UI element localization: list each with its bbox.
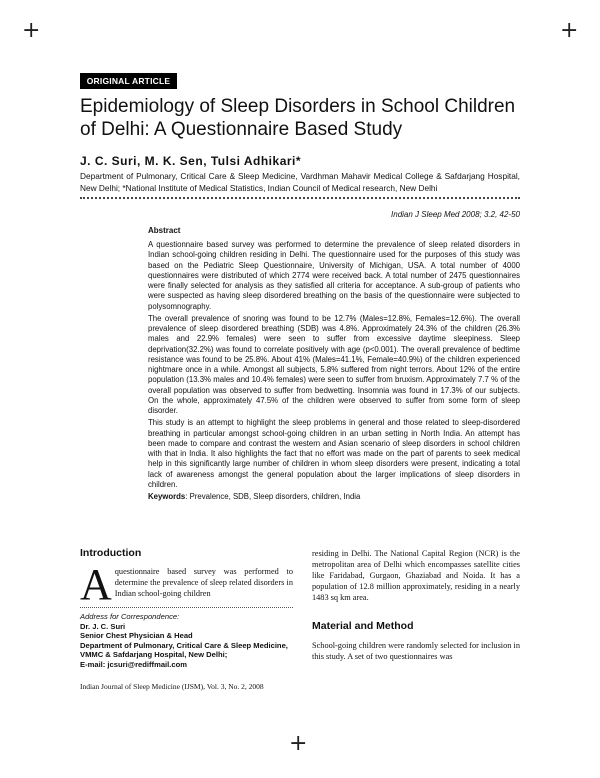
correspondence-block [80, 612, 293, 669]
introduction-text [80, 560, 293, 609]
keywords [148, 492, 520, 502]
article-title: Epidemiology of Sleep Disorders in School Children of Delhi: A Questionnaire Based Study [80, 96, 516, 140]
separator-dots [80, 197, 520, 199]
correspondence-email: E-mail: jcsuri@rediffmail.com [80, 659, 187, 669]
method-text: School-going children were randomly selected for inclusion in this study. A set of two questionnaires was [312, 641, 520, 661]
abstract-paragraph: The overall prevalence of snoring was found to be 12.7% (Males=12.8%, Females=12.6%). The overall prevalence of sleep disordered breathing (SDB) was 4.8%. Approximately 24.3% of the children (26.3% males and 22.9% females) were seen to suffer from excessive daytime sleepiness. Sleep deprivation(32.2%) was found to correlate positively with age (p<0.001). The overall prevalence of bedtime resistance was found to be 25.8%. About 41% (Males=41.1%, Female=40.9%) of the children experienced nightmare once in a while. Amongst all subjects, 5.8% suffered from night terrors. About 12% of the entire population (13.3% males and 10.4% females) were seen to suffer from bruxism. Approximately 7.7 % of the overall population was observed to suffer from bedwetting. Insomnia was found in 17.3% of our subjects. On the whole, approximately 47.5% of the children were observed to suffer from some form of sleep disorder. [148, 313, 520, 415]
abstract-heading: Abstract [148, 226, 181, 235]
journal-citation: Indian J Sleep Med 2008; 3.2, 42-50 [391, 210, 520, 219]
crop-mark-top-right: + [560, 18, 579, 43]
introduction-heading: Introduction [80, 547, 142, 559]
correspondence-position: Senior Chest Physician & Head [80, 631, 193, 640]
method-heading: Material and Method [312, 620, 414, 632]
correspondence-label: Address for Correspondence: [80, 612, 180, 621]
introduction-paragraph: questionnaire based survey was performed to determine the prevalence of sleep related disorders in Indian school-going children [114, 567, 293, 598]
correspondence-name: Dr. J. C. Suri [80, 621, 126, 631]
correspondence-dept: Department of Pulmonary, Critical Care & Sleep Medicine, VMMC & Safdarjang Hospital, New Delhi; [80, 640, 288, 659]
keywords-list: : Prevalence, SDB, Sleep disorders, children, India [185, 492, 361, 501]
drop-cap: A [80, 560, 112, 609]
crop-mark-bottom-center: + [289, 731, 308, 756]
right-column-text: residing in Delhi. The National Capital Region (NCR) is the metropolitan area of Delhi which encompasses satellite cities like Faridabad, Gurgaon, Ghaziabad and Noida. It has a population of 12.8 million approximately, residing in a nearly 1483 sq km area. [312, 549, 520, 602]
abstract-paragraph: A questionnaire based survey was performed to determine the prevalence of sleep related disorders in Indian school-going children residing in Delhi. The questionnaire used for the purposes of this study was based on the Pediatric Sleep Questionnaire, University of Michigan, USA. A total number of 4000 questionnaires were distributed of which 2774 were received back. A total number of 2475 questionnaires were finally selected for analysis as they satisfied all criteria for acceptance. A sub-group of patients who were suspected as having sleep disordered breathing on the basis of the questionnaire were subjected to polysomnography. [148, 240, 520, 311]
article-type-badge: ORIGINAL ARTICLE [80, 73, 177, 89]
column-separator-dots [80, 607, 293, 608]
abstract-paragraph: This study is an attempt to highlight the sleep problems in general and those related to sleep-disordered breathing in particular amongst school-going children in an urban setting in North India. An attempt has been made to compare and contrast the western and Asian scenario of sleep disorders in school children with that in India. It also highlights the fact that no effort was made on the part of parents to seek medical help in this significantly large number of children in whom sleep disorders were present, indicating a total lack of awareness amongst the general population about the larger implications of sleep disorders in children. [148, 418, 520, 489]
authors: J. C. Suri, M. K. Sen, Tulsi Adhikari* [80, 154, 302, 168]
abstract [148, 240, 520, 504]
page-footer: Indian Journal of Sleep Medicine (IJSM), Vol. 3, No. 2, 2008 [80, 682, 264, 691]
affiliation: Department of Pulmonary, Critical Care & Sleep Medicine, Vardhman Mahavir Medical College & Safdarjang Hospital, New Delhi; *National Institute of Medical Statistics, Indian Council of Medical research, New Delhi [80, 171, 520, 193]
keywords-label: Keywords [148, 492, 186, 501]
crop-mark-top-left: + [22, 18, 41, 43]
